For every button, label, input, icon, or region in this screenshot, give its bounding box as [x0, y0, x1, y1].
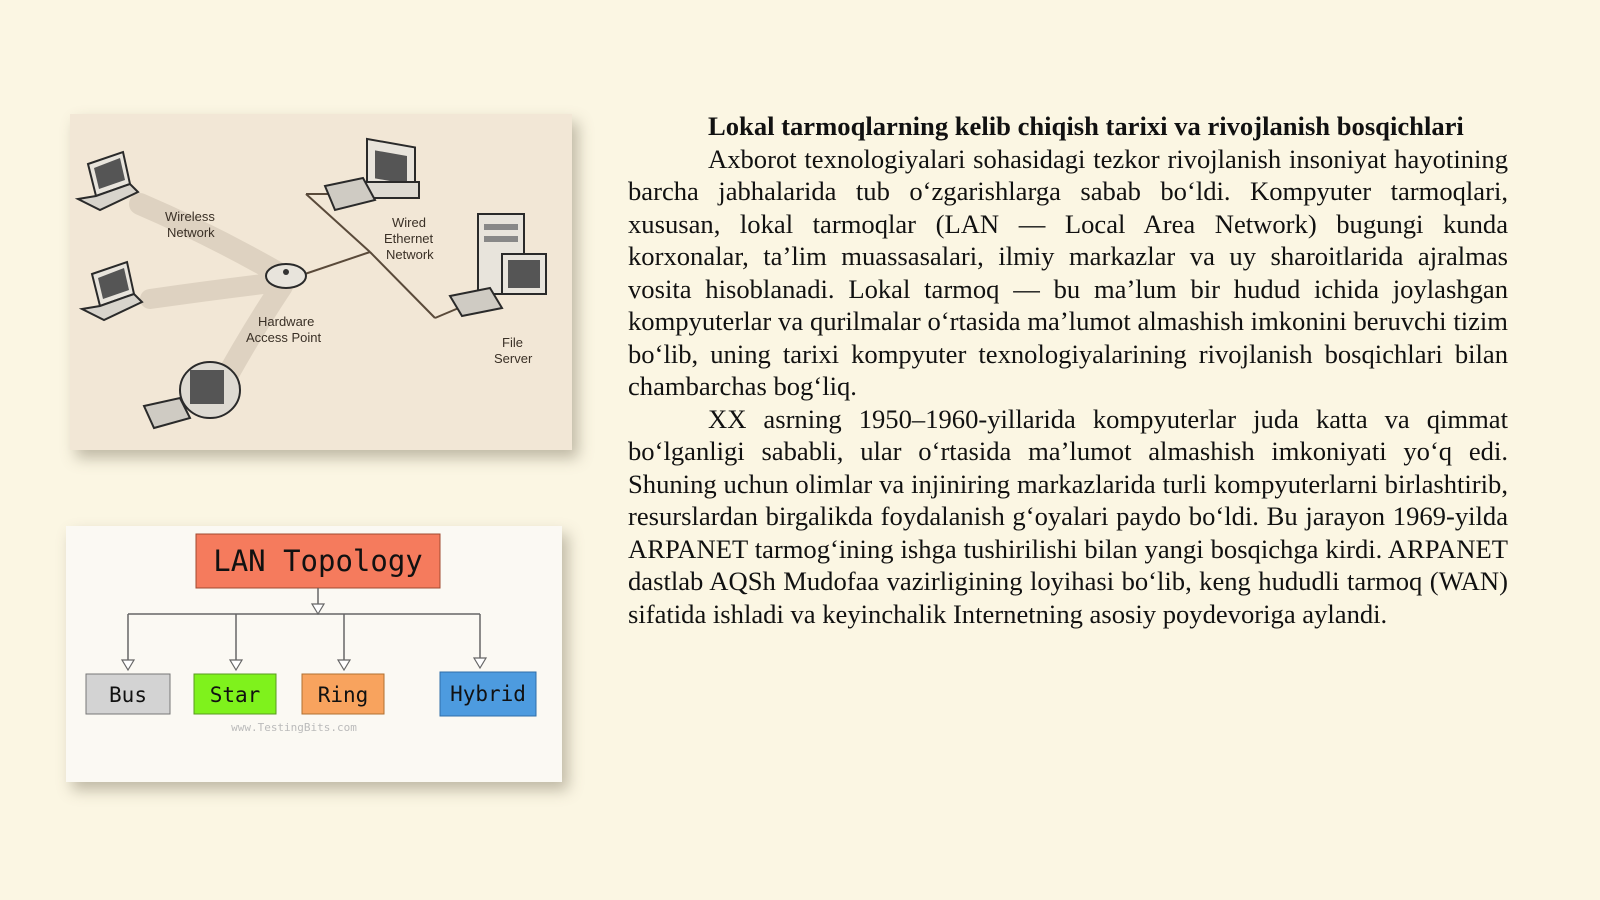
access-point-label: Access Point	[246, 330, 322, 345]
lan-topology-illustration	[66, 526, 562, 782]
topology-connectors	[128, 588, 480, 664]
laptop-icon	[82, 262, 142, 320]
file-server-label: Server	[494, 351, 533, 366]
desktop-computer-icon	[144, 362, 240, 428]
network-diagram-illustration	[70, 114, 572, 450]
article-heading: Lokal tarmoqlarning kelib chiqish tarixi va rivojlanish bosqichlari	[708, 111, 1464, 141]
access-point-label: Hardware	[258, 314, 315, 329]
watermark-text: www.TestingBits.com	[231, 721, 357, 734]
topology-star-label: Star	[209, 683, 261, 707]
article-paragraph: XX asrning 1950–1960-yillarida kompyuterlar juda katta va qimmat bo‘lganligi sababli, ular o‘rtasida ma’lumot almashish imkoniyati yo‘q edi. Shuning uchun olimlar va injiniring markazlarida turli kompyuterlarni birlashtirib, resurslardan birgalikda foydalanish g‘oyalari paydo bo‘ldi. Bu jarayon 1969-yilda ARPANET tarmog‘ining ishga tushirilishi bilan yangi bosqichga kirdi. ARPANET dastlab AQSh Mudofaa vazirligining loyihasi bo‘lib, keng hududli tarmoq (WAN) sifatida ishladi va keyinchalik Internetning asosiy poydevoriga aylandi.	[628, 403, 1508, 629]
topology-title: LAN Topology	[213, 544, 423, 578]
access-point-icon	[266, 264, 306, 288]
wireless-network-label: Wireless	[165, 209, 215, 224]
file-server-label: File	[502, 335, 523, 350]
desktop-computer-icon	[325, 139, 419, 210]
network-diagram	[70, 114, 572, 450]
wireless-network-label: Network	[167, 225, 215, 240]
laptop-icon	[78, 152, 138, 210]
wired-network-label: Ethernet	[384, 231, 434, 246]
article-paragraph: Axborot texnologiyalari sohasidagi tezkor rivojlanish insoniyat hayotining barcha jabhalarida tub o‘zgarishlarga sabab bo‘ldi. Kompyuter tarmoqlari, xususan, lokal tarmoqlar (LAN — Local Area Network) bugungi kunda korxonalar, ta’lim muassasalari, ilmiy markazlar va uy sharoitlarida ajralmas vosita hisoblanadi. Lokal tarmoq — bu ma’lum bir hudud ichida joylashgan kompyuterlar va qurilmalar o‘rtasida ma’lumot almashish imkonini beruvchi tizim bo‘lib, uning tarixi kompyuter texnologiyalarining rivojlanish bosqichlari bilan chambarchas bog‘liq.	[628, 143, 1508, 401]
wired-network-label: Wired	[392, 215, 426, 230]
topology-hybrid-label: Hybrid	[450, 682, 526, 706]
topology-ring-label: Ring	[317, 683, 369, 707]
article-text	[628, 110, 1508, 630]
wired-network-label: Network	[386, 247, 434, 262]
file-server-icon	[450, 214, 546, 316]
lan-topology-diagram	[66, 526, 562, 782]
topology-bus-label: Bus	[109, 683, 147, 707]
